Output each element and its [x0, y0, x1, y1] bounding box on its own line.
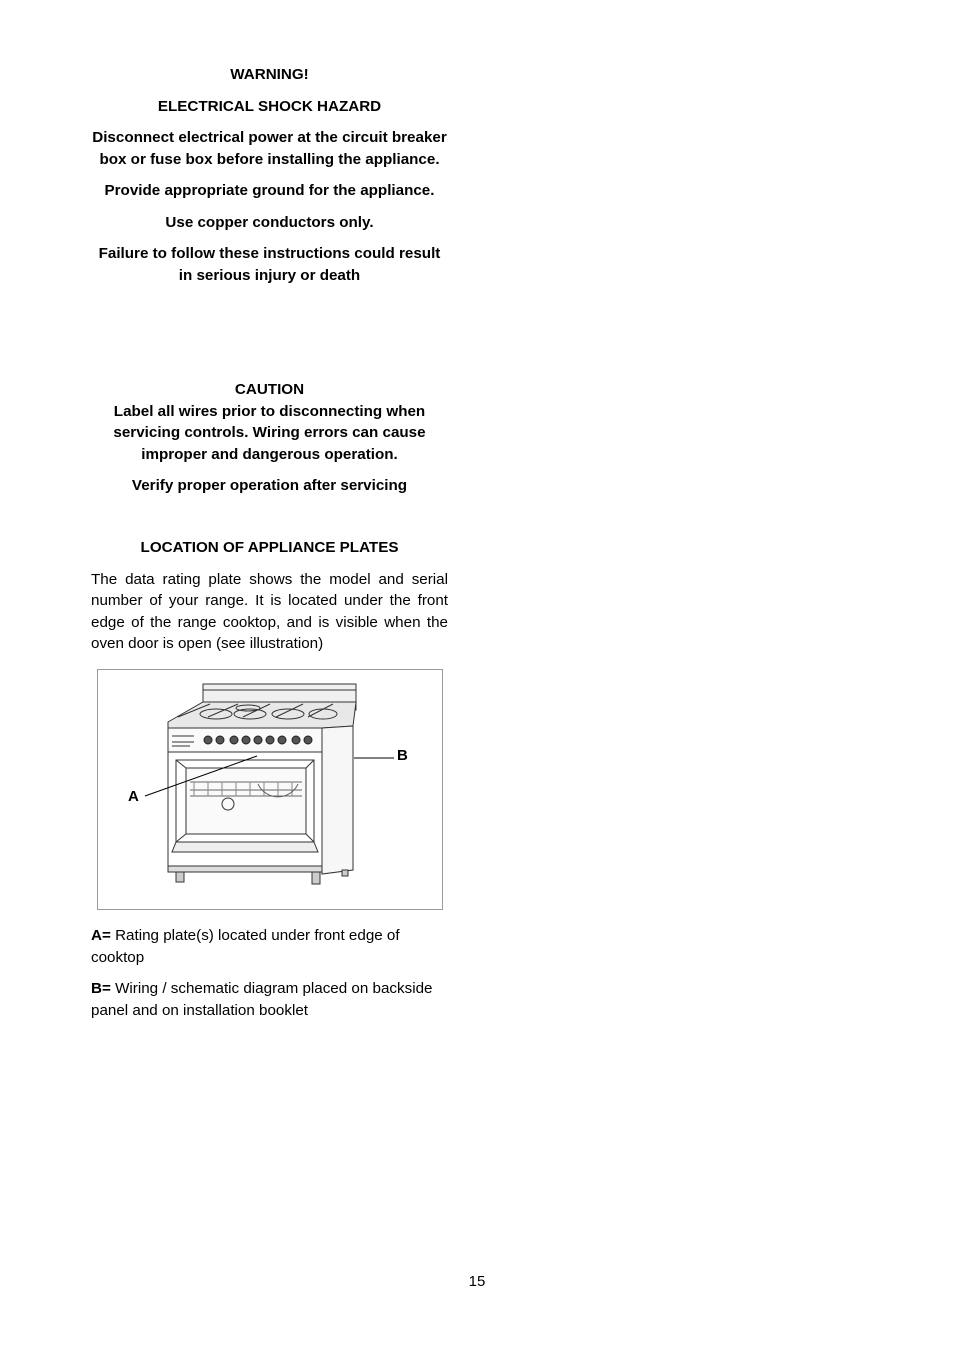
warning-line: Use copper conductors only. [165, 213, 374, 231]
warning-subtitle: ELECTRICAL SHOCK HAZARD [157, 97, 382, 115]
caution-section [91, 379, 448, 507]
warning-line: Provide appropriate ground for the appliance. [104, 182, 435, 199]
legend-text: Wiring / schematic diagram placed on backside panel and on installation booklet [91, 980, 433, 1019]
legend-key: A= [91, 927, 111, 944]
legend-item-a [91, 925, 448, 968]
location-section [91, 537, 448, 665]
caution-text: Label all wires prior to disconnecting when servicing controls. Wiring errors can cause improper and dangerous operation. [113, 402, 426, 463]
caution-verify: Verify proper operation after servicing [131, 477, 408, 494]
callout-label-a: A [128, 788, 139, 805]
range-illustration [97, 669, 443, 910]
location-heading: LOCATION OF APPLIANCE PLATES [140, 539, 399, 556]
warning-section [91, 64, 448, 296]
page-number: 15 [468, 1273, 486, 1290]
warning-line: Failure to follow these instructions could result in serious injury or death [98, 245, 441, 284]
callout-label-b: B [397, 747, 408, 764]
location-body: The data rating plate shows the model and serial number of your range. It is located under the front edge of the range cooktop, and is visible when the oven door is open (see illustration) [91, 570, 448, 652]
legend-key: B= [91, 980, 111, 997]
caution-title: CAUTION [234, 381, 305, 398]
legend-section [91, 925, 448, 1031]
legend-text: Rating plate(s) located under front edge of cooktop [91, 927, 400, 966]
range-drawing [98, 670, 442, 909]
legend-item-b [91, 978, 448, 1021]
warning-line: Disconnect electrical power at the circuit breaker box or fuse box before installing the appliance. [92, 129, 447, 168]
warning-title: WARNING! [230, 66, 309, 83]
